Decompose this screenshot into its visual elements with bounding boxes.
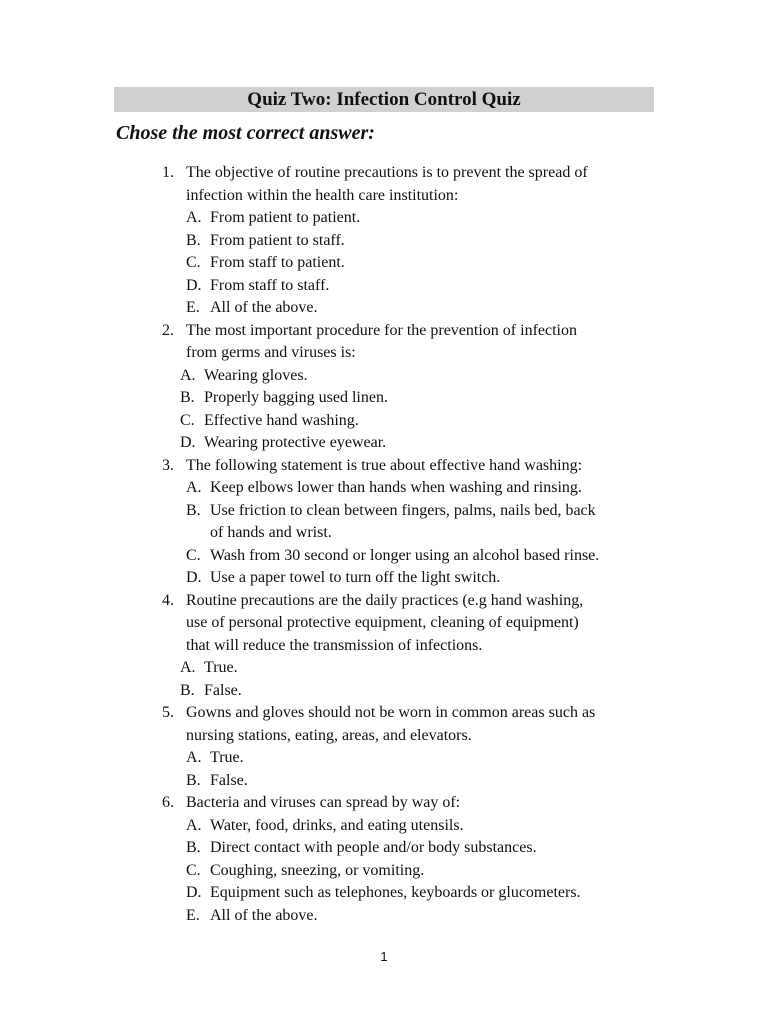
- question-number: 6.: [162, 794, 174, 811]
- question-line: [0, 792, 768, 815]
- answer-option: [0, 387, 768, 410]
- option-label: A.: [186, 209, 202, 226]
- option-label: A.: [186, 816, 202, 834]
- option-text: Effective hand washing.: [204, 411, 359, 429]
- option-label: A.: [186, 749, 202, 766]
- question-line: [0, 162, 768, 185]
- option-text: Wearing gloves.: [204, 366, 308, 384]
- question-text: The most important procedure for the prevention of infection: [186, 321, 577, 339]
- option-text: False.: [204, 681, 242, 699]
- option-text: False.: [210, 771, 248, 789]
- option-label: D.: [186, 276, 202, 294]
- question-text: that will reduce the transmission of infections.: [186, 636, 483, 654]
- answer-option: [0, 860, 768, 883]
- option-text: Coughing, sneezing, or vomiting.: [210, 861, 425, 879]
- question-text: The following statement is true about effective hand washing:: [186, 456, 583, 474]
- answer-option: [0, 297, 768, 320]
- option-text: Keep elbows lower than hands when washing and rinsing.: [210, 479, 582, 496]
- answer-option: [0, 365, 768, 388]
- option-text: Wash from 30 second or longer using an alcohol based rinse.: [210, 546, 600, 564]
- option-label: C.: [186, 861, 201, 879]
- option-text: Equipment such as telephones, keyboards or glucometers.: [210, 884, 581, 901]
- option-label: D.: [180, 434, 196, 451]
- answer-option: [0, 770, 768, 793]
- option-text: Properly bagging used linen.: [204, 389, 388, 406]
- option-label: C.: [186, 546, 201, 564]
- question-line: [0, 702, 768, 725]
- answer-option: [0, 432, 768, 455]
- question-5: [0, 702, 768, 792]
- option-label: B.: [180, 681, 195, 699]
- option-label: B.: [186, 231, 201, 249]
- option-text: of hands and wrist.: [210, 524, 332, 541]
- question-text: use of personal protective equipment, cleaning of equipment): [186, 614, 579, 631]
- option-text: Direct contact with people and/or body substances.: [210, 839, 537, 856]
- option-label: B.: [186, 501, 201, 519]
- question-list: [0, 162, 768, 927]
- answer-option: [0, 230, 768, 253]
- answer-option: [0, 747, 768, 770]
- option-text: Use friction to clean between fingers, palms, nails bed, back: [210, 501, 596, 519]
- question-2: [0, 320, 768, 455]
- instruction-heading: Chose the most correct answer:: [116, 122, 375, 144]
- question-line: [0, 455, 768, 478]
- answer-option: [0, 905, 768, 928]
- question-line: [0, 590, 768, 613]
- answer-option: [0, 837, 768, 860]
- question-6: [0, 792, 768, 927]
- option-text: True.: [210, 749, 244, 766]
- question-3: [0, 455, 768, 590]
- option-label: B.: [180, 389, 195, 406]
- question-line: [0, 342, 768, 365]
- option-text: From staff to patient.: [210, 254, 345, 271]
- answer-option: [0, 545, 768, 568]
- quiz-title: Quiz Two: Infection Control Quiz: [114, 87, 654, 112]
- answer-option: [0, 252, 768, 275]
- question-number: 3.: [162, 456, 174, 474]
- answer-option: [0, 567, 768, 590]
- question-number: 1.: [162, 164, 174, 181]
- option-text: Use a paper towel to turn off the light switch.: [210, 569, 501, 586]
- answer-option: [0, 500, 768, 523]
- question-text: from germs and viruses is:: [186, 344, 356, 361]
- question-number: 5.: [162, 704, 174, 721]
- question-text: Gowns and gloves should not be worn in common areas such as: [186, 704, 596, 721]
- question-number: 2.: [162, 321, 174, 339]
- question-line: [0, 725, 768, 748]
- answer-option: [0, 207, 768, 230]
- option-text: Wearing protective eyewear.: [204, 434, 387, 451]
- question-4: [0, 590, 768, 703]
- answer-option: [0, 657, 768, 680]
- option-text: From patient to patient.: [210, 209, 361, 226]
- option-text: True.: [204, 659, 238, 676]
- question-text: The objective of routine precautions is to prevent the spread of: [186, 164, 588, 181]
- question-number: 4.: [162, 591, 174, 609]
- answer-option: [0, 477, 768, 500]
- answer-option: [0, 680, 768, 703]
- option-label: C.: [180, 411, 195, 429]
- question-line: [0, 612, 768, 635]
- option-text: All of the above.: [210, 906, 318, 924]
- option-text: Water, food, drinks, and eating utensils.: [210, 816, 464, 834]
- question-text: Bacteria and viruses can spread by way of:: [186, 794, 461, 811]
- option-label: C.: [186, 254, 201, 271]
- answer-option: [0, 815, 768, 838]
- answer-option: [0, 522, 768, 545]
- option-label: A.: [180, 659, 196, 676]
- option-text: All of the above.: [210, 299, 318, 316]
- question-text: Routine precautions are the daily practices (e.g hand washing,: [186, 591, 584, 609]
- answer-option: [0, 410, 768, 433]
- option-label: D.: [186, 569, 202, 586]
- option-text: From staff to staff.: [210, 276, 330, 294]
- question-1: [0, 162, 768, 320]
- option-label: B.: [186, 771, 201, 789]
- question-line: [0, 320, 768, 343]
- option-label: B.: [186, 839, 201, 856]
- question-text: nursing stations, eating, areas, and elevators.: [186, 726, 472, 744]
- answer-option: [0, 882, 768, 905]
- question-line: [0, 635, 768, 658]
- answer-option: [0, 275, 768, 298]
- page-number: 1: [380, 949, 388, 964]
- option-label: E.: [186, 906, 200, 924]
- option-label: E.: [186, 299, 200, 316]
- question-line: [0, 185, 768, 208]
- option-label: D.: [186, 884, 202, 901]
- question-text: infection within the health care institution:: [186, 186, 459, 204]
- option-label: A.: [180, 366, 196, 384]
- option-text: From patient to staff.: [210, 231, 345, 249]
- option-label: A.: [186, 479, 202, 496]
